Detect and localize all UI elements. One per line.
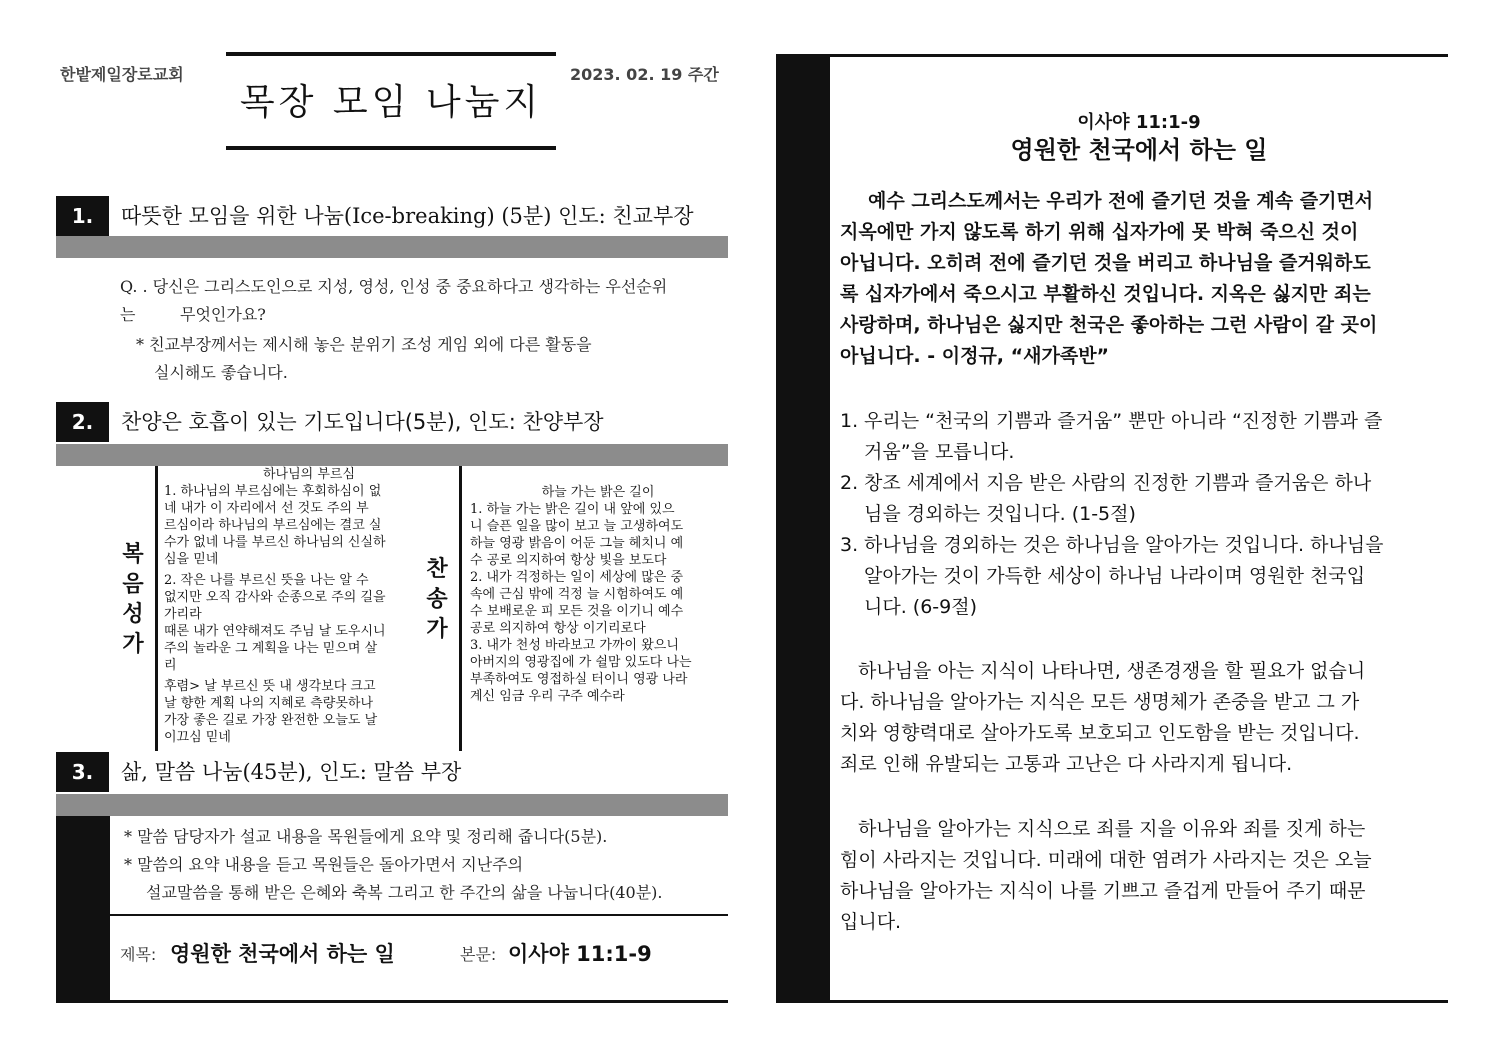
left-bottom-rule [56, 1000, 728, 1003]
scripture-reference: 이사야 11:1-9 [1077, 112, 1201, 133]
gospel-song-title: 하나님의 부르심 [262, 467, 356, 482]
section-1-bar [56, 236, 728, 258]
section-2-title: 찬양은 호흡이 있는 기도입니다(5분), 인도: 찬양부장 [121, 410, 604, 434]
section-3-title: 삶, 말씀 나눔(45분), 인도: 말씀 부장 [121, 760, 462, 784]
section-1-number: 1. [56, 196, 109, 236]
section-3-line3: 설교말씀을 통해 받은 은혜와 축복 그리고 한 주간의 삶을 나눕니다(40분). [146, 883, 663, 902]
section-3-line2: * 말씀의 요약 내용을 듣고 목원들은 돌아가면서 지난주의 [124, 855, 524, 874]
hymn-title: 하늘 가는 밝은 길이 [541, 485, 655, 500]
section-1-note-line2: 실시해도 좋습니다. [154, 363, 288, 382]
title-bottom-rule [226, 146, 556, 150]
church-name: 한밭제일장로교회 [60, 65, 184, 84]
hymn-divider-left [155, 466, 158, 751]
gospel-song-text: 하나님의 부르심 1. 하나님의 부르심에는 후회하심이 없 네 내가 이 자리에서 선 것도 주의 부 르심이라 하나님의 부르심에는 결코 실 수가 없네 나를 부르신 하나님의 신실하 심을 믿네 2. 작은 나를 부르신 뜻을 나는 알 수 없지만 오직 감사와 순종으로 주의 길을 가리라 때론 내가 연약해져도 주님 날 도우시니 주의 놀라운 그 계획을 나는 믿으며 살 리 후렴> 날 부르신 뜻 내 생각보다 크고 날 향한 계획 나의 지혜로 측량못하나 가장 좋은 길로 가장 완전한 오늘도 날 이끄심 믿네 [164, 466, 454, 746]
page-title: 목장 모임 나눔지 [239, 82, 543, 123]
sermon-title: 영원한 천국에서 하는 일 [1010, 136, 1268, 164]
hymn-text: 하늘 가는 밝은 길이 1. 하늘 가는 밝은 길이 내 앞에 있으 니 슬픈 일을 많이 보고 늘 고생하여도 하늘 영광 밝음이 어둔 그늘 헤치니 예 수 공로 의지하여 항상 빛을 보도다 2. 내가 걱정하는 일이 세상에 많은 중 속에 근심 밖에 걱정 늘 시험하여도 예 수 보배로운 피 모든 것을 이기니 예수 공로 의지하여 항상 이기리로다 3. 내가 천성 바라보고 가까이 왔으니 아버지의 영광집에 가 쉴맘 있도다 나는 부족하여도 영접하실 터이니 영광 나라 계신 임금 우리 구주 예수라 [470, 484, 726, 705]
right-top-rule [776, 54, 1448, 57]
point-1: 1. 우리는 “천국의 기쁨과 즐거움” 뿐만 아니라 “진정한 기쁨과 즐 [840, 410, 1383, 432]
paragraph-1: 하나님을 아는 지식이 나타나면, 생존경쟁을 할 필요가 없습니 다. 하나님을 알아가는 지식은 모든 생명체가 존중을 받고 그 가 치와 영향력대로 살아가도록 보호되고 인도함을 받는 것입니다. 죄로 인해 유발되는 고통과 고난은 다 사라지게 됩니다. [840, 660, 1366, 775]
point-2: 2. 창조 세계에서 지음 받은 사람의 진정한 기쁨과 즐거움은 하나 [840, 472, 1372, 494]
section-1-question-line2a: 는 [120, 305, 136, 324]
hymn-label: 찬 송 가 [426, 557, 448, 642]
section-1-question-line2b: 무엇인가요? [180, 305, 266, 324]
sermon-text: 이사야 11:1-9 [508, 942, 652, 966]
section-2-number: 2. [56, 402, 109, 442]
right-bottom-rule [776, 1000, 1448, 1003]
gospel-song-label: 복 음 성 가 [122, 542, 144, 657]
issue-date: 2023. 02. 19 주간 [570, 65, 719, 84]
section-1-note-line1: * 친교부장께서는 제시해 놓은 분위기 조성 게임 외에 다른 활동을 [136, 335, 592, 354]
section-3-divider [110, 914, 728, 916]
subject-label: 제목: [120, 945, 157, 964]
opening-quote: 예수 그리스도께서는 우리가 전에 즐기던 것을 계속 즐기면서 지옥에만 가지 않도록 하기 위해 십자가에 못 박혀 죽으신 것이 아닙니다. 오히려 전에 즐기던 것을 버리고 하나님을 즐거워하도 록 십자가에서 죽으시고 부활하신 것입니다. 지옥은 싫지만 죄는 사랑하며, 하나님은 싫지만 천국은 좋아하는 그런 사람이 갈 곳이 아닙니다. - 이정규, “새가족반” [840, 190, 1378, 367]
text-label: 본문: [460, 945, 497, 964]
sermon-points: 1. 우리는 “천국의 기쁨과 즐거움” 뿐만 아니라 “진정한 기쁨과 즐 거움”을 모릅니다. 2. 창조 세계에서 지음 받은 사람의 진정한 기쁨과 즐거움은 하나 님을 경외하는 것입니다. (1-5절) 3. 하나님을 경외하는 것은 하나님을 알아가는 것입니다. 하나님을 알아가는 것이 가득한 세상이 하나님 나라이며 영원한 천국입 니다. (6-9절) [840, 406, 1438, 623]
section-3-bar [56, 794, 728, 816]
section-2-bar [56, 444, 728, 466]
section-1-question-line1: Q. . 당신은 그리스도인으로 지성, 영성, 인성 중 중요하다고 생각하는 우선순위 [120, 277, 668, 296]
section-3-number: 3. [56, 752, 109, 792]
right-side-bar [776, 54, 830, 1003]
hymn-divider-right [459, 466, 462, 751]
section-3-side-bar [56, 816, 110, 1002]
section-3-line1: * 말씀 담당자가 설교 내용을 목원들에게 요약 및 정리해 줍니다(5분). [124, 827, 608, 846]
point-3: 3. 하나님을 경외하는 것은 하나님을 알아가는 것입니다. 하나님을 [840, 534, 1384, 556]
title-top-rule [226, 52, 556, 56]
sermon-subject: 영원한 천국에서 하는 일 [170, 942, 395, 966]
section-1-title: 따뜻한 모임을 위한 나눔(Ice-breaking) (5분) 인도: 친교부장 [121, 204, 694, 228]
paragraph-2: 하나님을 알아가는 지식으로 죄를 지을 이유와 죄를 짓게 하는 힘이 사라지는 것입니다. 미래에 대한 염려가 사라지는 것은 오늘 하나님을 알아가는 지식이 나를 기쁘고 즐겁게 만들어 주기 때문 입니다. [840, 818, 1372, 933]
